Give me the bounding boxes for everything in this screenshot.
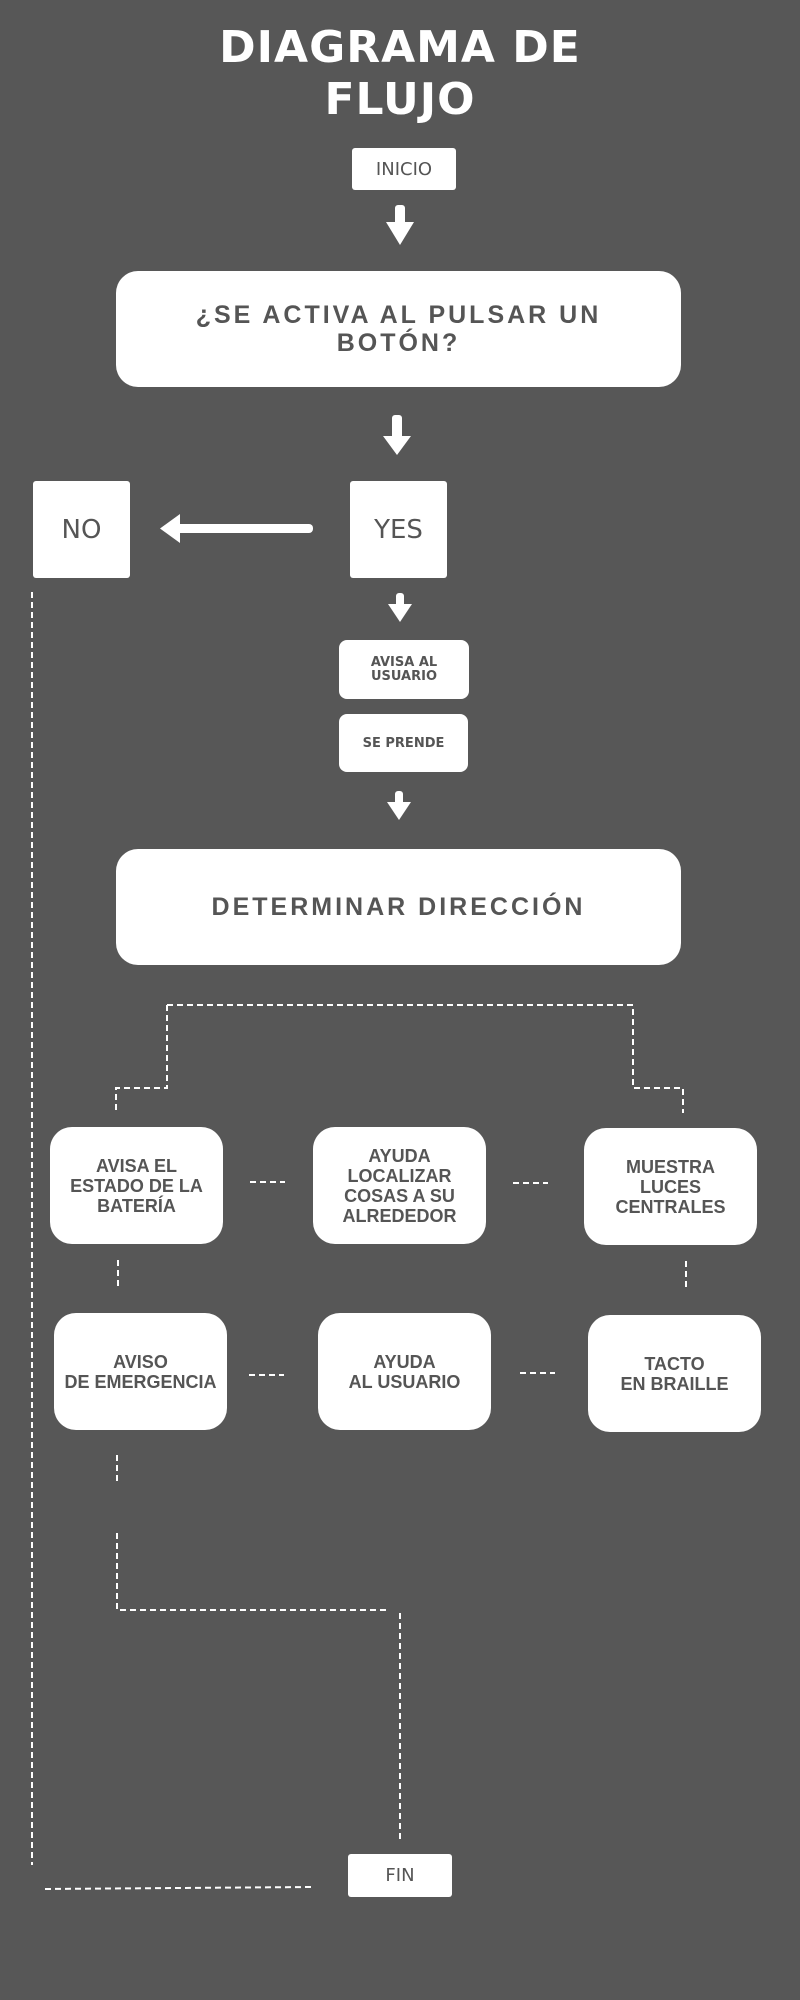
dashed-connector bbox=[45, 1887, 312, 1889]
turn-on-node: SE PRENDE bbox=[339, 714, 468, 772]
yes-node: YES bbox=[350, 481, 447, 578]
dashed-connector bbox=[167, 1005, 683, 1113]
arrow-down-icon bbox=[383, 415, 411, 455]
dashed-connector bbox=[116, 1005, 167, 1113]
title-line-2: FLUJO bbox=[324, 74, 476, 125]
start-node: INICIO bbox=[352, 148, 456, 190]
title-line-1: DIAGRAMA DE bbox=[219, 22, 581, 73]
determine-direction-node: DETERMINAR DIRECCIÓN bbox=[116, 849, 681, 965]
arrow-down-icon bbox=[388, 593, 412, 622]
end-node: FIN bbox=[348, 1854, 452, 1897]
braille-node: TACTO EN BRAILLE bbox=[588, 1315, 761, 1432]
locate-objects-node: AYUDA LOCALIZAR COSAS A SU ALREDEDOR bbox=[313, 1127, 486, 1244]
arrow-left-icon bbox=[160, 514, 313, 543]
emergency-alert-node: AVISO DE EMERGENCIA bbox=[54, 1313, 227, 1430]
question-node: ¿SE ACTIVA AL PULSAR UN BOTÓN? bbox=[116, 271, 681, 387]
central-lights-node: MUESTRA LUCES CENTRALES bbox=[584, 1128, 757, 1245]
battery-status-node: AVISA EL ESTADO DE LA BATERÍA bbox=[50, 1127, 223, 1244]
arrow-down-icon bbox=[387, 791, 411, 820]
notify-user-node: AVISA AL USUARIO bbox=[339, 640, 469, 699]
no-node: NO bbox=[33, 481, 130, 578]
dashed-connector bbox=[117, 1533, 390, 1610]
user-help-node: AYUDA AL USUARIO bbox=[318, 1313, 491, 1430]
arrow-down-icon bbox=[386, 205, 414, 245]
